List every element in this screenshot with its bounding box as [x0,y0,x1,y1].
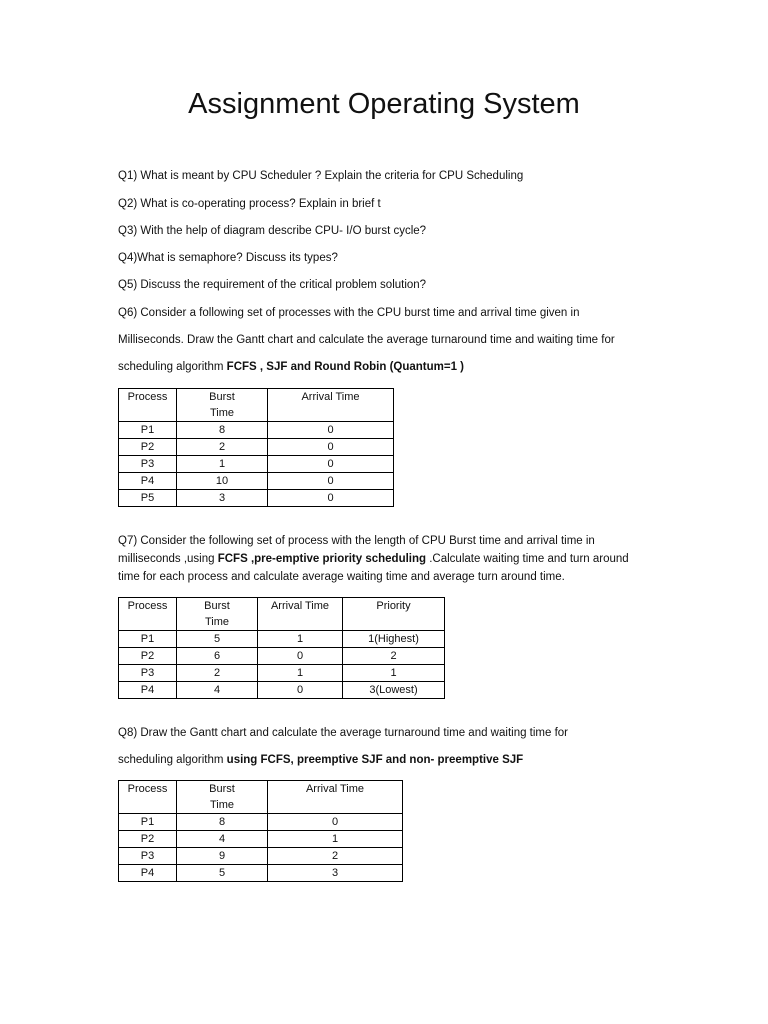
table-cell: 2 [177,439,268,456]
question-5: Q5) Discuss the requirement of the critical problem solution? [118,279,427,291]
table-2-header-cell: Process [119,598,177,631]
page-title: Assignment Operating System [188,88,580,120]
question-2: Q2) What is co-operating process? Explain in brief t [118,198,381,210]
table-1-header-cell: Process [119,389,177,422]
question-6-line-3 [118,361,464,373]
table-3-header [119,781,403,814]
table-cell: P4 [119,682,177,699]
question-7-line-2-post: .Calculate waiting time and turn around [426,553,629,565]
table-cell: P3 [119,848,177,865]
table-cell: 1 [268,831,403,848]
question-7-line-1: Q7) Consider the following set of process with the length of CPU Burst time and arrival time in [118,535,595,547]
table-2 [118,597,445,699]
table-2-header-cell: Arrival Time [258,598,343,631]
table-1-header-cell: Arrival Time [268,389,394,422]
question-8-line-2-pre: scheduling algorithm [118,754,227,766]
table-cell: 3 [268,865,403,882]
table-cell: P1 [119,814,177,831]
table-cell: 3(Lowest) [343,682,445,699]
question-7-line-2 [118,553,629,565]
question-6-line-3-text: scheduling algorithm [118,361,227,373]
question-7-line-3: time for each process and calculate average waiting time and average turn around time. [118,571,565,583]
table-cell: 0 [268,490,394,507]
table-cell: P1 [119,631,177,648]
table-cell: 3 [177,490,268,507]
table-cell: P4 [119,473,177,490]
table-cell: 5 [177,865,268,882]
table-cell: 4 [177,831,268,848]
table-1-body [119,422,394,507]
table-row [119,422,394,439]
table-row [119,439,394,456]
table-row [119,631,445,648]
table-1-header-cell: Burst Time [177,389,268,422]
table-row [119,848,403,865]
table-cell: 0 [258,682,343,699]
table-row [119,490,394,507]
table-cell: 9 [177,848,268,865]
table-3-header-cell: Arrival Time [268,781,403,814]
table-cell: 1 [258,631,343,648]
table-cell: 1 [343,665,445,682]
table-1-header [119,389,394,422]
table-cell: 1(Highest) [343,631,445,648]
question-3: Q3) With the help of diagram describe CPU- I/O burst cycle? [118,225,427,237]
table-cell: 10 [177,473,268,490]
table-cell: P2 [119,831,177,848]
question-6-algorithms: FCFS , SJF and Round Robin (Quantum=1 ) [226,361,465,373]
table-row [119,456,394,473]
table-cell: 2 [343,648,445,665]
table-3-header-cell: Process [119,781,177,814]
table-cell: 0 [268,439,394,456]
table-row [119,648,445,665]
table-cell: 6 [177,648,258,665]
table-cell: P4 [119,865,177,882]
table-cell: P5 [119,490,177,507]
question-7-algorithms: FCFS ,pre-emptive priority scheduling [217,553,427,565]
table-cell: 8 [177,422,268,439]
question-6-line-1: Q6) Consider a following set of processes with the CPU burst time and arrival time given in [118,307,580,319]
table-row [119,665,445,682]
table-2-header-cell: Priority [343,598,445,631]
table-cell: 4 [177,682,258,699]
question-8-algorithms: using FCFS, preemptive SJF and non- preemptive SJF [226,754,524,766]
question-8-line-2 [118,754,523,766]
table-3 [118,780,403,882]
question-4: Q4)What is semaphore? Discuss its types? [118,252,338,264]
table-cell: 0 [268,473,394,490]
question-8-line-1: Q8) Draw the Gantt chart and calculate the average turnaround time and waiting time for [118,727,569,739]
table-2-body [119,631,445,699]
table-2-header [119,598,445,631]
table-cell: P3 [119,665,177,682]
table-cell: 8 [177,814,268,831]
table-1 [118,388,394,507]
table-cell: P1 [119,422,177,439]
table-row [119,814,403,831]
table-cell: 0 [268,456,394,473]
table-row [119,682,445,699]
question-7-line-2-pre: milliseconds ,using [118,553,218,565]
table-3-body [119,814,403,882]
table-row [119,473,394,490]
table-cell: 2 [268,848,403,865]
table-row [119,865,403,882]
table-cell: 1 [177,456,268,473]
question-6-line-2: Milliseconds. Draw the Gantt chart and calculate the average turnaround time and waiting time for [118,334,615,346]
table-cell: 0 [268,814,403,831]
question-1: Q1) What is meant by CPU Scheduler ? Explain the criteria for CPU Scheduling [118,170,524,182]
table-cell: 1 [258,665,343,682]
table-cell: P3 [119,456,177,473]
table-cell: P2 [119,648,177,665]
table-cell: 0 [258,648,343,665]
table-2-header-cell: Burst Time [177,598,258,631]
table-row [119,831,403,848]
table-3-header-cell: Burst Time [177,781,268,814]
table-cell: 2 [177,665,258,682]
table-cell: P2 [119,439,177,456]
table-cell: 5 [177,631,258,648]
table-cell: 0 [268,422,394,439]
